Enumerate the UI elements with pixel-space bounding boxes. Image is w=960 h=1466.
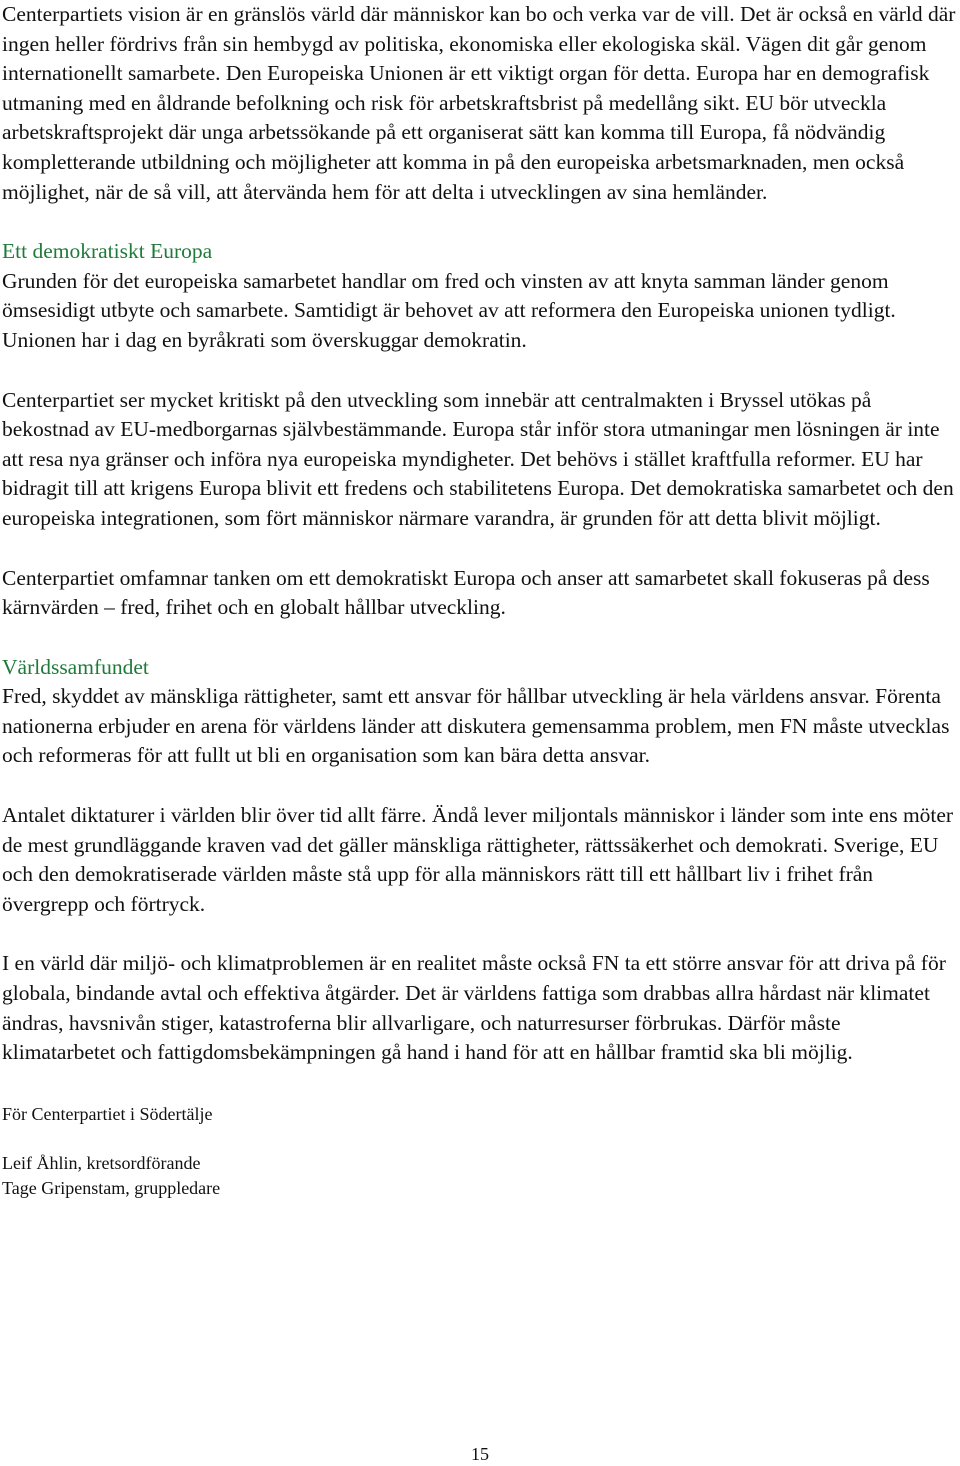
europe-paragraph-1: Grunden för det europeiska samarbetet handlar om fred och vinsten av att knyta samman länder genom ömsesidigt utbyte och samarbete. Samtidigt är behovet av att reformera den Europeiska unionen tydligt. Unionen har i dag en byråkrati som överskuggar demokratin. (2, 268, 896, 352)
europe-paragraph-3: Centerpartiet omfamnar tanken om ett demokratiskt Europa och anser att samarbetet skall fokuseras på dess kärnvärden – fred, frihet och en globalt hållbar utveckling. (2, 565, 930, 620)
world-paragraph-2: Antalet diktaturer i världen blir över tid allt färre. Ändå lever miljontals människor i länder som inte ens möter de mest grundläggande kraven vad det gäller mänskliga rättigheter, rättssäkerhet och demokrati. Sverige, EU och den demokratiserade världen måste stå upp för alla människors rätt till ett hållbart liv i frihet från övergrepp och förtryck. (2, 803, 954, 916)
world-paragraph-1: Fred, skyddet av mänskliga rättigheter, samt ett ansvar för hållbar utveckling är hela världens ansvar. Förenta nationerna erbjuder en arena för världens länder att diskutera gemensamma problem, men FN måste utvecklas och reformeras för att fullt ut bli en organisation som kan bära detta ansvar. (2, 684, 950, 768)
footer-organization: För Centerpartiet i Södertälje (2, 1103, 213, 1124)
signatory-2: Tage Gripenstam, gruppledare (2, 1177, 221, 1198)
europe-paragraph-2: Centerpartiet ser mycket kritiskt på den utveckling som innebär att centralmakten i Bryssel utökas på bekostnad av EU-medborgarnas självbestämmande. Europa står inför stora utmaningar men lösningen är inte att resa nya gränser och införa nya europeiska myndigheter. Det behövs i stället kraftfulla reformer. EU har bidragit till att krigens Europa blivit ett fredens och stabilitetens Europa. Det demokratiska samarbetet och den europeiska integrationen, som fört människor närmare varandra, är grunden för att detta blivit möjligt. (2, 387, 954, 530)
page-number: 15 (471, 1444, 489, 1464)
heading-democratic-europe: Ett demokratiskt Europa (2, 239, 213, 264)
signatory-1: Leif Åhlin, kretsordförande (2, 1152, 201, 1173)
intro-paragraph: Centerpartiets vision är en gränslös värld där människor kan bo och verka var de vill. Det är också en värld där ingen heller fördrivs från sin hembygd av politiska, ekonomiska eller ekologiska skäl. Vägen dit går genom internationellt samarbete. Den Europeiska Unionen är ett viktigt organ för detta. Europa har en demografisk utmaning med en åldrande befolkning och risk för arbetskraftsbrist på medellång sikt. EU bör utveckla arbetskraftsprojekt där unga arbetssökande på ett organiserat sätt kan komma till Europa, få nödvändig kompletterande utbildning och möjligheter att komma in på den europeiska arbetsmarknaden, men också möjlighet, när de så vill, att återvända hem för att delta i utvecklingen av sina hemländer. (2, 2, 956, 204)
signature-block (2, 1151, 958, 1201)
world-paragraph-3: I en värld där miljö- och klimatproblemen är en realitet måste också FN ta ett större ansvar för att driva på för globala, bindande avtal och effektiva åtgärder. Det är världens fattiga som drabbas allra hårdast när klimatet ändras, havsnivån stiger, katastroferna blir allvarligare, och naturresurser förbrukas. Därför måste klimatarbetet och fattigdomsbekämpningen gå hand i hand för att en hållbar framtid ska bli möjlig. (2, 951, 946, 1065)
document-body (2, 0, 958, 1201)
heading-world-community: Världssamfundet (2, 654, 149, 679)
